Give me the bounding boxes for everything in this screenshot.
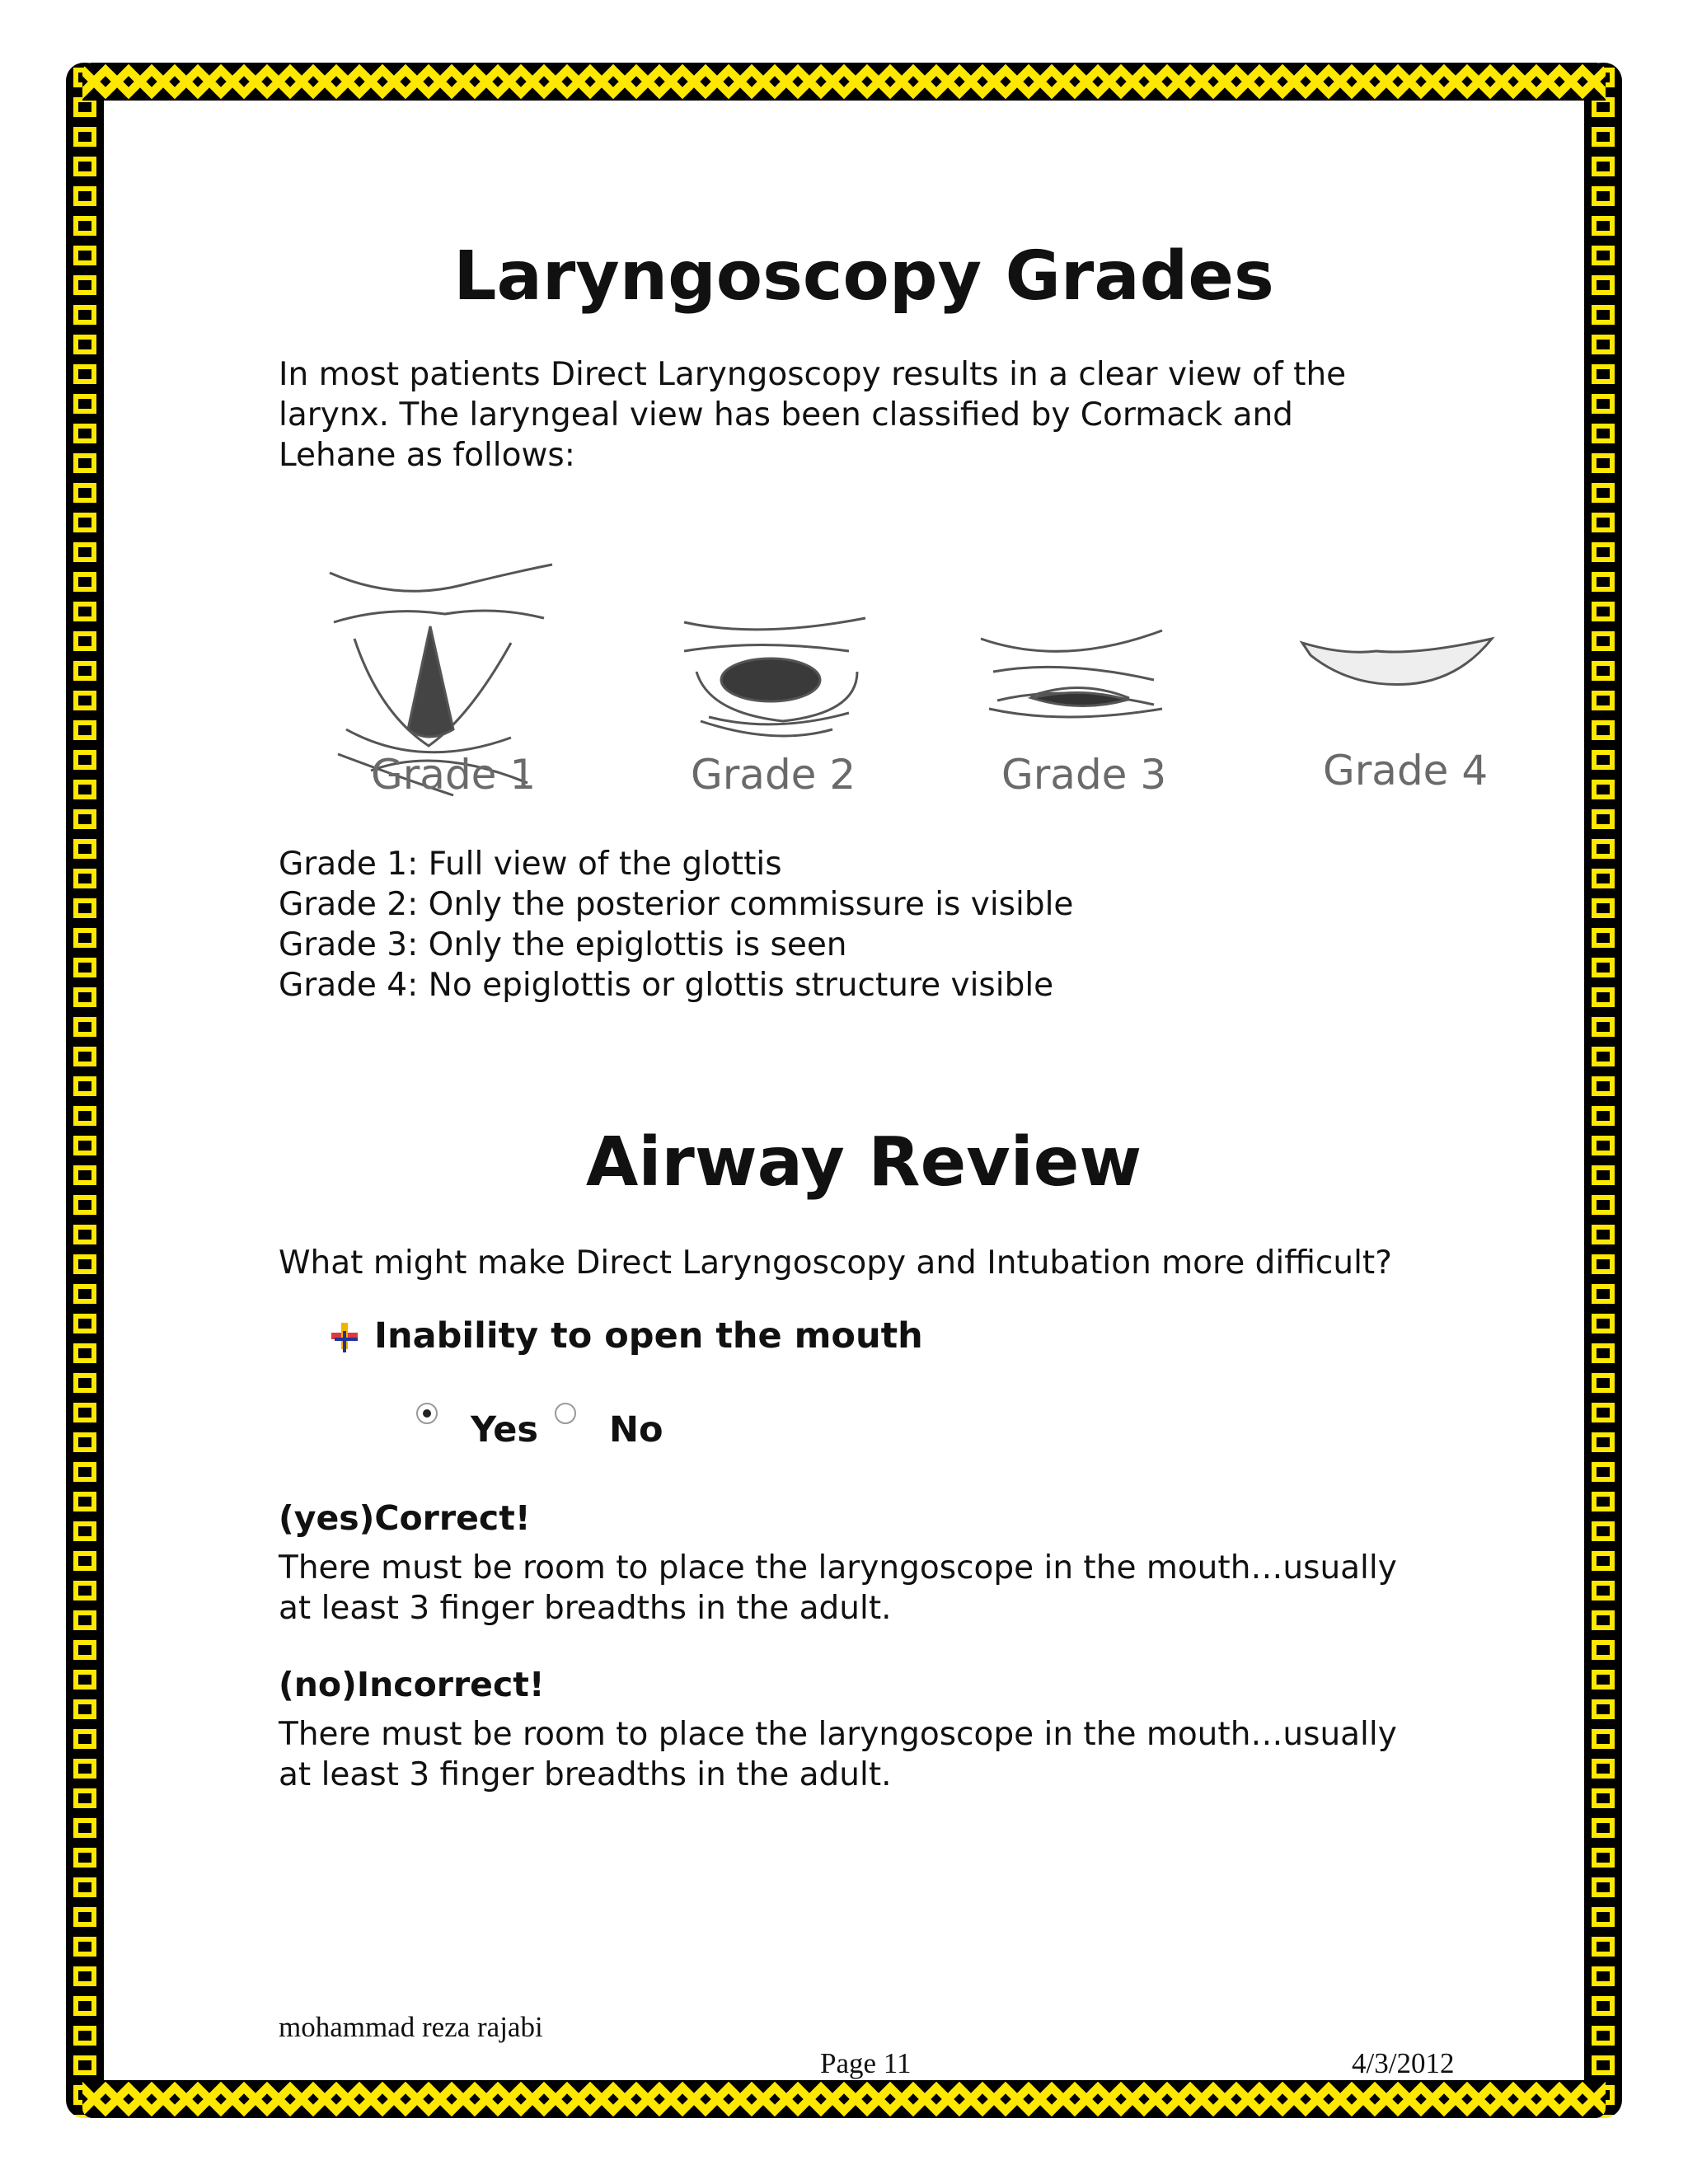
grade-2-illustration [684,618,865,736]
review-question: What might make Direct Laryngoscopy and Intubation more difficult? [279,1244,1392,1282]
no-radio[interactable] [555,1403,576,1424]
question-bullet [328,1315,923,1357]
grade-4-illustration [1302,639,1492,685]
incorrect-heading: (no)Incorrect! [279,1665,545,1704]
grade-label: Grade 1 [371,751,537,799]
grade-definition: Grade 3: Only the epiglottis is seen [279,926,847,963]
correct-explanation: There must be room to place the laryngoscope in the mouth…usually at least 3 finger breadths in the adult. [279,1549,1397,1627]
footer-date: 4/3/2012 [1352,2047,1455,2079]
grade-label: Grade 2 [691,751,856,799]
page-border-bottom [82,2080,1606,2118]
footer-page-number: Page 11 [820,2047,912,2079]
answer-options [416,1409,679,1451]
laryngoscopy-grades-figure [321,548,1508,820]
page-border-left [66,63,104,2118]
page-border-right [1584,63,1622,2118]
yes-radio[interactable] [416,1403,438,1424]
correct-heading: (yes)Correct! [279,1498,531,1538]
grade-label: Grade 4 [1323,747,1489,794]
section-title-airway-review: Airway Review [585,1123,1142,1202]
grade-definition: Grade 2: Only the posterior commissure is visible [279,886,1074,923]
grade-3-illustration [981,630,1162,717]
grade-definition: Grade 1: Full view of the glottis [279,846,782,883]
bullet-text: Inability to open the mouth [374,1315,923,1357]
grade-label: Grade 3 [1001,751,1167,799]
intro-paragraph: In most patients Direct Laryngoscopy results in a clear view of the larynx. The laryngeal view has been classified by Cormack and Lehane as follows: [279,356,1347,474]
section-title-laryngoscopy: Laryngoscopy Grades [453,237,1274,316]
incorrect-explanation: There must be room to place the laryngoscope in the mouth…usually at least 3 finger breadths in the adult. [279,1716,1397,1793]
plus-bullet-icon [328,1319,361,1352]
footer-author: mohammad reza rajabi [279,2011,543,2043]
grade-definition: Grade 4: No epiglottis or glottis structure visible [279,967,1054,1004]
yes-label: Yes [471,1409,538,1451]
no-label: No [608,1409,663,1451]
page-border-top [82,63,1606,101]
